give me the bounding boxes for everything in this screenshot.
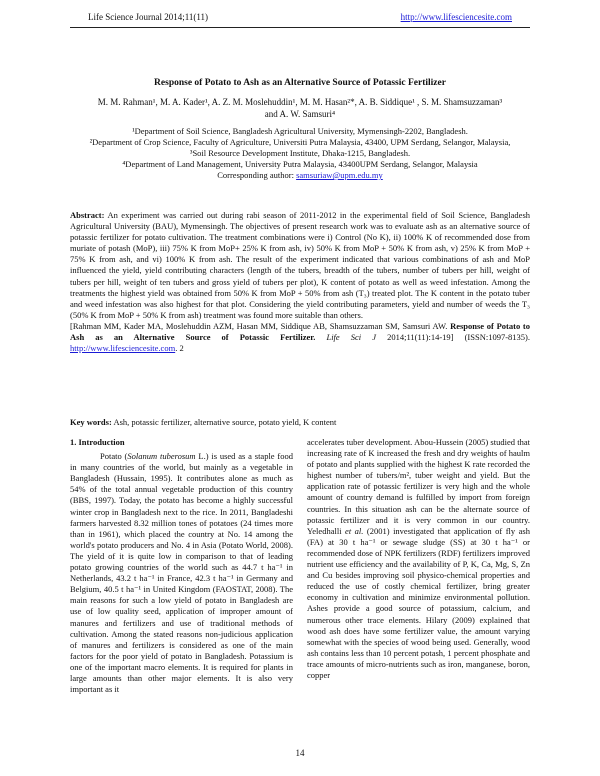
citation-journal: Life Sci J (326, 332, 377, 343)
corresponding-email-link[interactable]: samsuriaw@upm.edu.my (296, 170, 383, 180)
abstract (70, 210, 530, 354)
citation-url-link[interactable]: http://www.lifesciencesite.com (70, 343, 176, 354)
affiliation-3: ³Soil Resource Development Institute, Dhaka-1215, Bangladesh. (189, 148, 411, 158)
citation-issn: (ISSN:1097-8135). (464, 332, 530, 343)
affiliation-1: ¹Department of Soil Science, Bangladesh Agricultural University, Mymensingh-2202, Bangladesh. (132, 126, 468, 136)
intro-paragraph-right (307, 437, 530, 681)
citation-title: Response of Potato to Ash as an Alternative Source of Potassic Fertilizer. (70, 320, 530, 343)
affiliation-4: ⁴Department of Land Management, University Putra Malaysia, 43400UPM Serdang, Selangor, Malaysia (122, 159, 478, 169)
journal-name: Life Science Journal 2014;11(11) (88, 12, 209, 22)
citation-authors: [Rahman MM, Kader MA, Moslehuddin AZM, Hasan MM, Siddique AB, Shamsuzzaman SM, Samsuri AW. (70, 320, 448, 331)
intro-text-a: Potato ( (100, 451, 128, 462)
citation-end: . 2 (175, 343, 184, 354)
intro-text-d: (2001) investigated that application of fly ash (FA) at 30 t ha⁻¹ or sewage sludge (SS) at 30 t ha⁻¹ or recommended dose of NPK fertilizers (RDF) fertilizers improved nutrient use efficiency and the availability of P, K, Ca, Mg, S, Zn and Cu besides improving soil physico-chemical properties and reduced the use of costly chemical fertilizer, bring greater economy in cultivation and minimize environmental pollution. Ashes provide a good source of potassium, calcium, and numerous other trace elements. Hilary (2009) explained that wood ash does have some fertilizer value, the amount varying somewhat with the species of wood being used. Generally, wood ash contains less than 10 percent potash, 1 percent phosphate and trace amounts of micro-nutrients such as iron, manganese, boron, copper (307, 525, 530, 680)
intro-text-c: accelerates tuber development. Abou-Hussein (2005) studied that increasing rate of K increased the fresh and dry weights of haulm of potato and plants supplied with the highest K rate recorded the highest number of tubers/m², tuber weight and yield. But the application rate of potassic fertilizer is very high and the whole amount of country demand is fulfilled by import from foreign countries. In this situation ash can be the alternate source of potassic fertilizer and it is very common in our country. Yeledhalli (307, 437, 530, 536)
keywords (70, 417, 530, 427)
abstract-body: An experiment was carried out during rabi season of 2011-2012 in the experimental field of Soil Science, Bangladesh Agricultural University (BAU), Mymensingh. The objectives of present research work was to evaluate ash as an alternative source of potassic fertilizer for potato cultivation. The treatment combinations were i) Control (No K), ii) 100% K of recommended dose from muriate of potash (MoP), iii) 75% K from MoP+ 25% K from ash, iv) 50% K from MoP + 50% K from ash, v) 25% K from MoP + 75% K from ash, and vi) 100% K from ash. The result of the experiment indicated that various combinations of ash and MoP influenced the yield, yield contributing characters (length of the tubers, breadth of the tubers, number of tubers per hill, weight of tubers per hill, weight of ten tubers and gross yield of tubers per plot), K content of potato as well as weed infestation. Among the treatments the highest yield was obtained from 50% K from MoP + 50% from ash (T₃) treated plot. The K content in the potato tuber and weed infestation was also highest for that plot. Considering the yield contributing parameters, yield and number of weeds the T₃ (50% K from MoP + 50% K from ash) treatment was found more suitable than others. (70, 210, 531, 320)
species-name: Solanum tuberosum (127, 451, 196, 462)
keywords-label: Key words: (70, 417, 112, 427)
citation-volume: 2014;11(11):14-19] (387, 332, 454, 343)
corresponding-author (70, 170, 530, 181)
authors-line-1: M. M. Rahman¹, M. A. Kader¹, A. Z. M. Moslehuddin¹, M. M. Hasan²*, A. B. Siddique¹ , S. M. Shamsuzzaman³ (97, 97, 503, 107)
corresponding-label: Corresponding author: (217, 170, 294, 180)
header-rule (70, 27, 530, 28)
abstract-label: Abstract: (70, 210, 105, 220)
affiliations (70, 126, 530, 181)
journal-url-link[interactable]: http://www.lifesciencesite.com (400, 12, 512, 22)
authors-line-2: and A. W. Samsuri⁴ (264, 109, 336, 119)
running-header (88, 12, 512, 26)
page-number: 14 (295, 748, 305, 758)
section-heading-introduction: 1. Introduction (70, 437, 125, 447)
right-column (307, 437, 530, 681)
et-al: et al. (345, 525, 364, 536)
intro-text-b: L.) is used as a staple food in many countries of the world, but mainly as a vegetable in Bangladesh (Hussain, 1995). It contributes alone as much as 54% of the total annual vegetable production of this country (BBS, 1997). Today, the potato has become a highly successful winter crop in Bangladesh next to the rice. In 2011, Bangladeshi farmers harvested 8.32 million tones of potatoes (24 times more than in 1961), which placed the country at No. 14 among the world's potato producers and No. 4 in Asia (Potato World, 2008). The yield of it is quite low in comparison to that of leading potato growing countries of the world such as 44.7 t ha⁻¹ in Netherlands, 43.2 t ha⁻¹ in France, 42.3 t ha⁻¹ in Germany and Belgium, 40.5 t ha⁻¹ in United Kingdom (FAOSTAT, 2008). The main reasons for such a low yield of potato in Bangladesh are use of low quality seed, application of improper amount of manures and fertilizers and use of traditional methods of cultivation. Among the stated reasons non-judicious application of manures and fertilizers is considered as one of the main factors for the poor yield of potato in Bangladesh. Potassium is one of the important macro elements. It is required for plants in large amounts than other major elements. It is also very important as it (70, 451, 293, 695)
paper-title: Response of Potato to Ash as an Alternative Source of Potassic Fertilizer (154, 78, 446, 88)
left-column (70, 437, 293, 695)
affiliation-2: ²Department of Crop Science, Faculty of Agriculture, Universiti Putra Malaysia, 43400, UPM Serdang, Selangor, Malaysia, (89, 137, 511, 147)
keywords-text: Ash, potassic fertilizer, alternative source, potato yield, K content (113, 417, 337, 427)
author-list (70, 96, 530, 120)
intro-paragraph-left (70, 451, 293, 695)
